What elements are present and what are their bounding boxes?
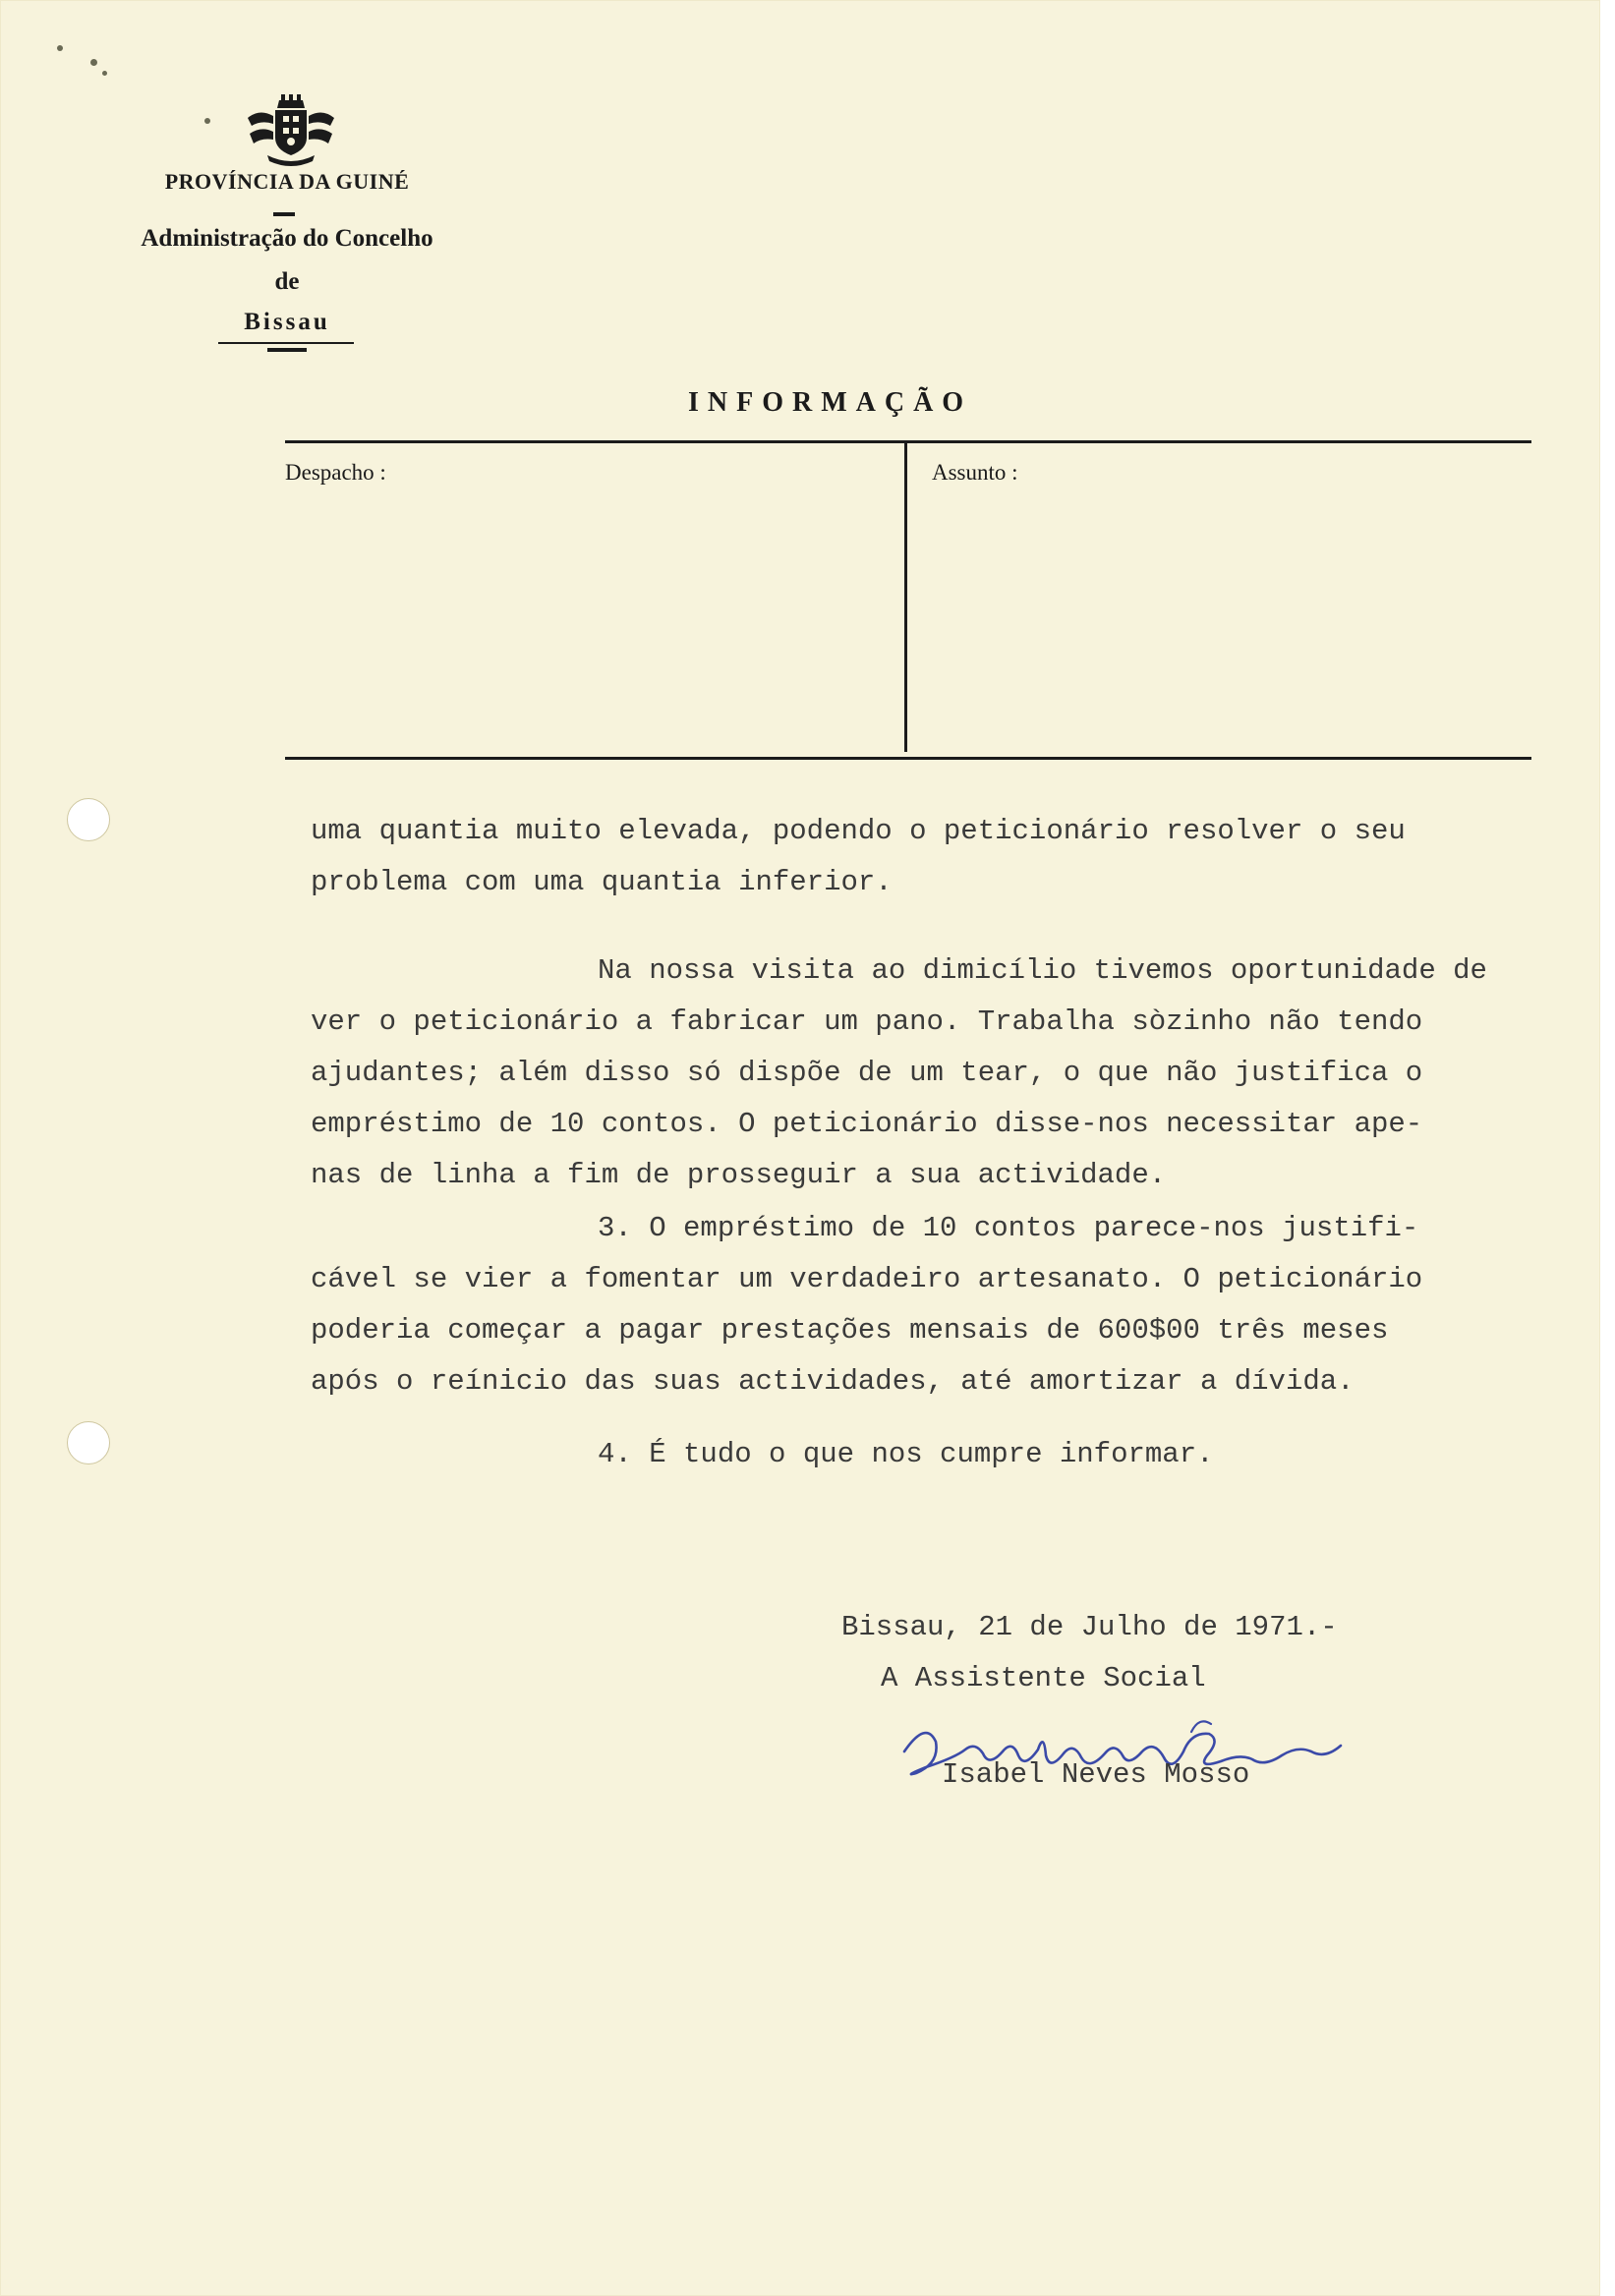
paper-speck — [204, 118, 210, 124]
letterhead-province: PROVÍNCIA DA GUINÉ — [164, 169, 410, 194]
body-line: 4. É tudo o que nos cumpre informar. — [598, 1438, 1214, 1470]
form-title: INFORMAÇÃO — [688, 387, 973, 418]
body-line: empréstimo de 10 contos. O peticionário disse-nos necessitar ape- — [311, 1108, 1423, 1140]
page-edge — [1600, 0, 1615, 2296]
body-line: ajudantes; além disso só dispõe de um tear, o que não justifica o — [311, 1057, 1423, 1089]
paper-speck — [90, 59, 97, 66]
letterhead-underline — [218, 342, 354, 344]
despacho-label: Despacho : — [285, 460, 386, 485]
letterhead-divider — [273, 212, 295, 216]
body-line: após o reínicio das suas actividades, até amortizar a dívida. — [311, 1365, 1355, 1398]
letterhead-administration: Administração do Concelho — [141, 225, 433, 252]
letterhead-preposition: de — [274, 268, 300, 295]
coat-of-arms-icon — [246, 94, 336, 167]
assunto-label: Assunto : — [932, 460, 1018, 485]
form-rule-divider — [904, 443, 907, 752]
form-rule-top — [285, 440, 1531, 443]
closing-place-date: Bissau, 21 de Julho de 1971.- — [841, 1611, 1338, 1643]
body-line: nas de linha a fim de prosseguir a sua actividade. — [311, 1159, 1167, 1191]
letterhead-divider — [267, 348, 307, 352]
body-line: ver o peticionário a fabricar um pano. Trabalha sòzinho não tendo — [311, 1005, 1423, 1038]
body-line: cável se vier a fomentar um verdadeiro artesanato. O peticionário — [311, 1263, 1423, 1295]
paper-speck — [102, 71, 107, 76]
body-line: poderia começar a pagar prestações mensais de 600$00 três meses — [311, 1314, 1389, 1347]
body-line: problema com uma quantia inferior. — [311, 866, 893, 898]
paper-speck — [57, 45, 63, 51]
punch-hole-lower — [67, 1421, 110, 1464]
body-line: uma quantia muito elevada, podendo o peticionário resolver o seu — [311, 815, 1406, 847]
form-rule-bottom — [285, 757, 1531, 760]
letterhead-city: Bissau — [244, 309, 330, 335]
body-line: 3. O empréstimo de 10 contos parece-nos justifi- — [598, 1212, 1419, 1244]
closing-name: Isabel Neves Mosso — [942, 1758, 1250, 1791]
closing-role: A Assistente Social — [881, 1662, 1206, 1694]
punch-hole-upper — [67, 798, 110, 841]
body-line: Na nossa visita ao dimicílio tivemos oportunidade de — [598, 954, 1487, 987]
